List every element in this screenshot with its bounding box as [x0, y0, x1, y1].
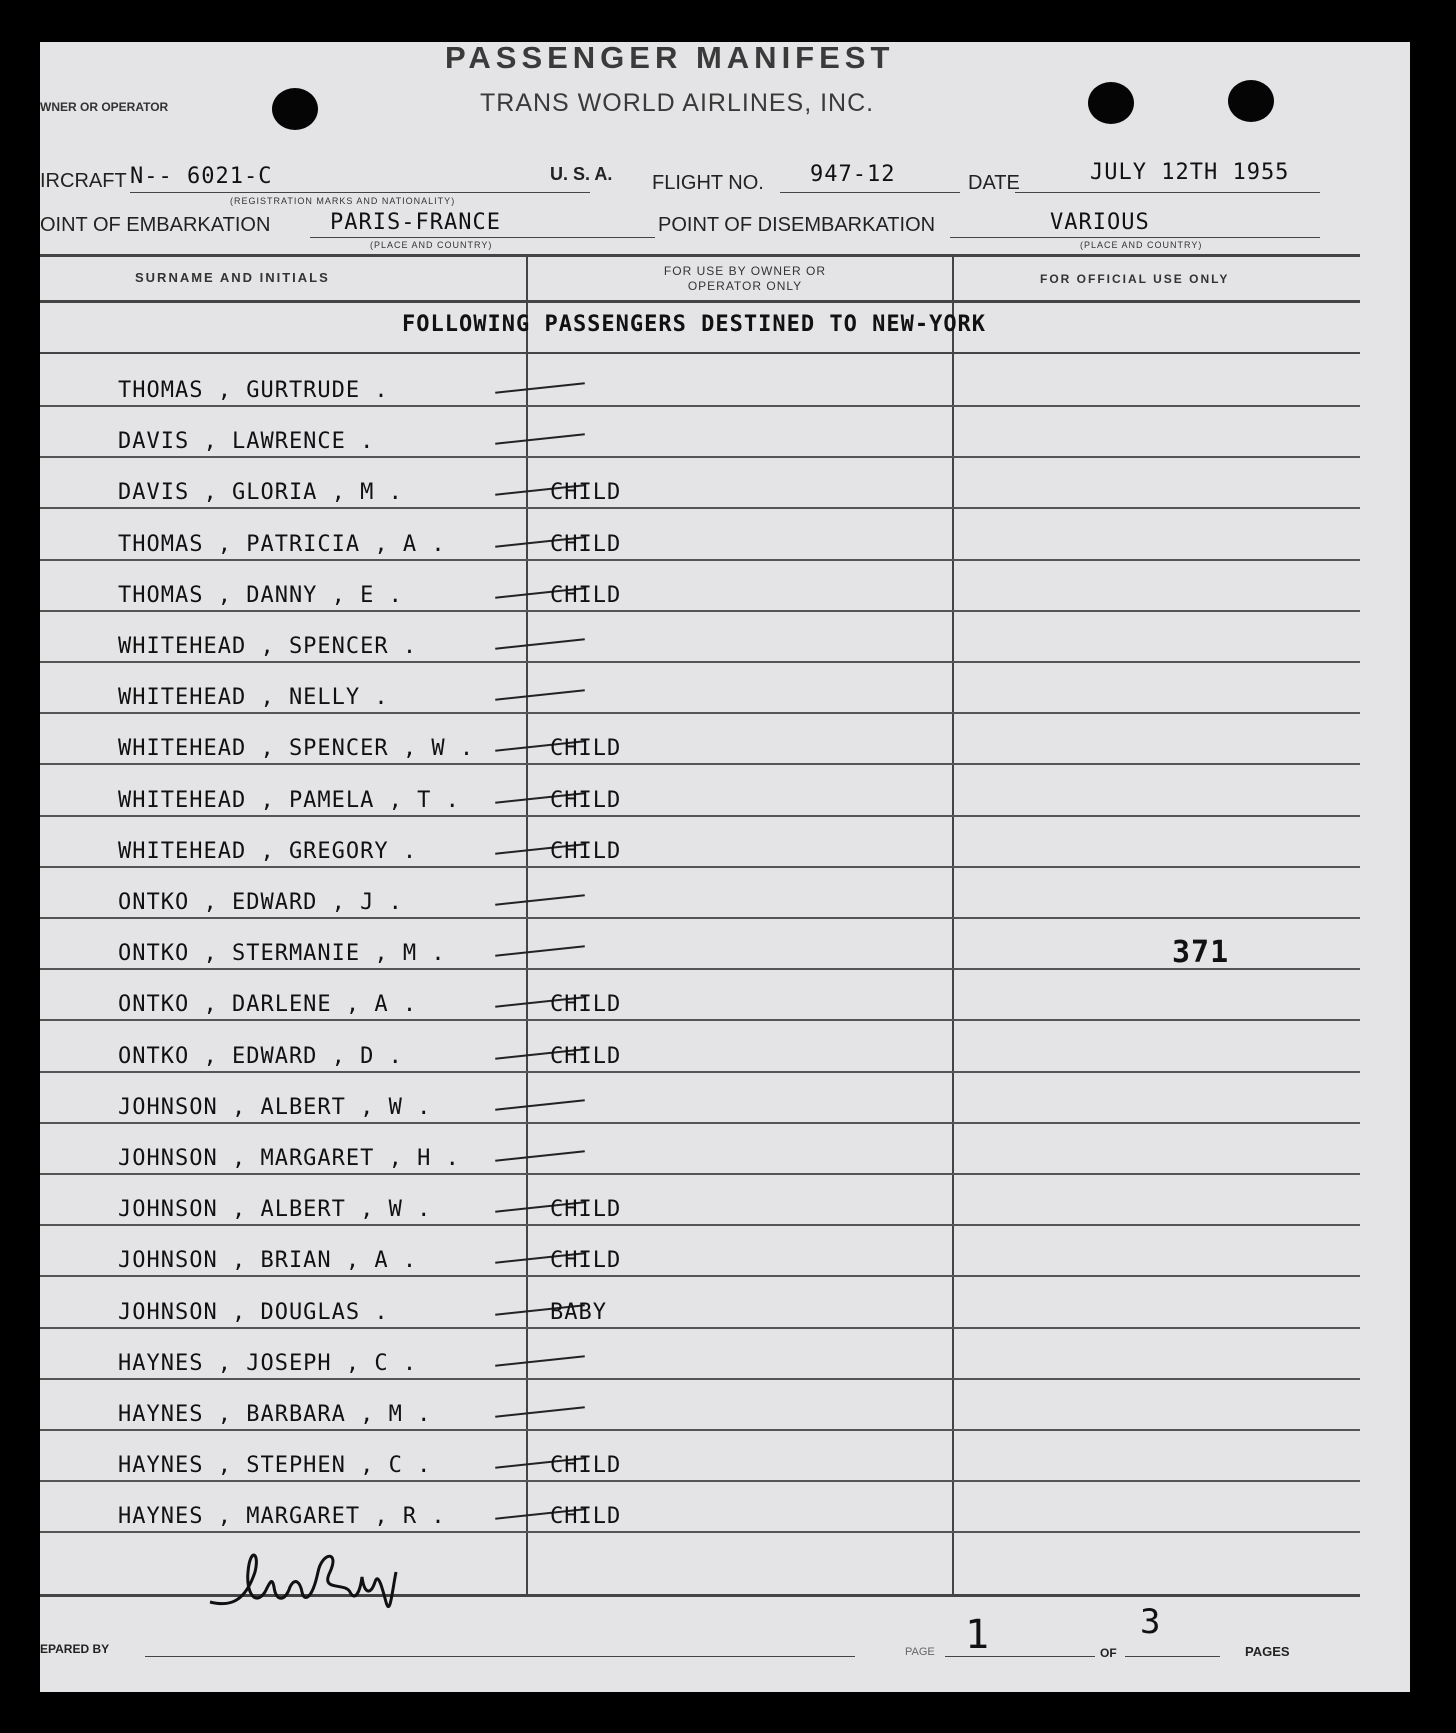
passenger-name: WHITEHEAD , NELLY . [118, 685, 389, 711]
passenger-name: JOHNSON , DOUGLAS . [118, 1299, 389, 1325]
passenger-row [40, 815, 1360, 868]
passenger-note: CHILD [550, 1197, 622, 1223]
passenger-row [40, 610, 1360, 663]
passenger-name: THOMAS , GURTRUDE . [118, 378, 389, 403]
check-mark [495, 1406, 585, 1417]
passenger-row [40, 968, 1360, 1021]
disembarkation-label: POINT OF DISEMBARKATION [658, 214, 936, 236]
passenger-name: WHITEHEAD , GREGORY . [118, 838, 418, 864]
passenger-row [40, 1020, 1360, 1073]
col-header-official: FOR OFFICIAL USE ONLY [1040, 272, 1230, 286]
embarkation-label: OINT OF EMBARKATION [40, 214, 271, 236]
passenger-row [40, 1276, 1360, 1329]
passenger-name: ONTKO , EDWARD , D . [118, 1043, 403, 1069]
passenger-row [40, 1224, 1360, 1277]
passenger-row [40, 1071, 1360, 1124]
passenger-row [40, 559, 1360, 612]
punch-hole [1228, 80, 1274, 122]
of-label: OF [1100, 1646, 1117, 1660]
passenger-name: JOHNSON , ALBERT , W . [118, 1197, 432, 1223]
passenger-name: ONTKO , STERMANIE , M . [118, 941, 446, 967]
check-mark [495, 689, 585, 700]
passenger-row [40, 1122, 1360, 1175]
passenger-name: DAVIS , GLORIA , M . [118, 480, 403, 506]
passenger-row [40, 508, 1360, 561]
date-label: DATE [968, 172, 1020, 194]
passenger-name: THOMAS , PATRICIA , A . [118, 531, 446, 557]
passenger-row [40, 1327, 1360, 1380]
passenger-row [40, 661, 1360, 714]
owner-label: WNER OR OPERATOR [40, 100, 169, 114]
check-mark [495, 1099, 585, 1110]
check-mark [495, 382, 585, 393]
country-label: U. S. A. [550, 164, 613, 184]
passenger-note: CHILD [550, 1453, 622, 1479]
passenger-name: ONTKO , DARLENE , A . [118, 992, 418, 1018]
total-pages: 3 [1140, 1602, 1162, 1642]
passenger-note: CHILD [550, 1043, 622, 1069]
destination-note: FOLLOWING PASSENGERS DESTINED TO NEW-YORK [402, 312, 987, 337]
flight-number: 947-12 [810, 162, 896, 187]
passenger-row [40, 764, 1360, 817]
passenger-name: HAYNES , STEPHEN , C . [118, 1453, 432, 1479]
check-mark [495, 433, 585, 444]
embarkation-value: PARIS-FRANCE [330, 210, 501, 235]
passenger-name: DAVIS , LAWRENCE . [118, 429, 375, 455]
passenger-name: JOHNSON , ALBERT , W . [118, 1094, 432, 1120]
page-number: 1 [965, 1612, 991, 1658]
passenger-note: CHILD [550, 582, 622, 608]
passenger-note: CHILD [550, 736, 622, 762]
passenger-row [40, 917, 1360, 970]
passenger-name: WHITEHEAD , SPENCER , W . [118, 736, 475, 762]
check-mark [495, 1355, 585, 1366]
passenger-row [40, 1480, 1360, 1533]
passenger-name: JOHNSON , BRIAN , A . [118, 1248, 418, 1274]
passenger-row [40, 1378, 1360, 1431]
col-header-name: SURNAME AND INITIALS [135, 270, 330, 285]
place-note-2: (PLACE AND COUNTRY) [1080, 240, 1203, 250]
passenger-row [40, 1429, 1360, 1482]
date-value: JULY 12TH 1955 [1090, 160, 1290, 185]
passenger-note: CHILD [550, 480, 622, 506]
passenger-row [40, 712, 1360, 765]
disembarkation-value: VARIOUS [1050, 210, 1150, 235]
passenger-name: JOHNSON , MARGARET , H . [118, 1146, 460, 1171]
check-mark [495, 1150, 585, 1161]
passenger-row [40, 866, 1360, 919]
page-title: PASSENGER MANIFEST [445, 42, 895, 75]
signature [200, 1532, 420, 1622]
check-mark [495, 945, 585, 956]
passenger-name: HAYNES , JOSEPH , C . [118, 1350, 418, 1376]
passenger-note: BABY [550, 1299, 607, 1325]
prepared-by-label: EPARED BY [40, 1642, 110, 1656]
passenger-name: WHITEHEAD , SPENCER . [118, 634, 418, 659]
aircraft-label: IRCRAFT [40, 170, 127, 192]
airline-name: TRANS WORLD AIRLINES, INC. [480, 89, 875, 117]
passenger-name: HAYNES , BARBARA , M . [118, 1402, 432, 1427]
passenger-note: CHILD [550, 838, 622, 864]
passenger-name: HAYNES , MARGARET , R . [118, 1504, 446, 1530]
official-number: 371 [1172, 935, 1230, 970]
passenger-row [40, 456, 1360, 509]
punch-hole [1088, 82, 1134, 124]
registration-note: (REGISTRATION MARKS AND NATIONALITY) [230, 196, 456, 206]
passenger-note: CHILD [550, 1248, 622, 1274]
pages-label: PAGES [1245, 1644, 1290, 1659]
col-header-owner: FOR USE BY OWNER OR OPERATOR ONLY [663, 264, 827, 293]
passenger-row [40, 354, 1360, 407]
passenger-note: CHILD [550, 531, 622, 557]
passenger-note: CHILD [550, 1504, 622, 1530]
passenger-row [40, 1173, 1360, 1226]
punch-hole [272, 88, 318, 130]
passenger-note: CHILD [550, 787, 622, 813]
check-mark [495, 894, 585, 905]
passenger-note: CHILD [550, 992, 622, 1018]
place-note: (PLACE AND COUNTRY) [370, 240, 493, 250]
aircraft-value: N-- 6021-C [130, 164, 273, 189]
passenger-row [40, 405, 1360, 458]
manifest-page [40, 42, 1410, 1692]
passenger-name: WHITEHEAD , PAMELA , T . [118, 787, 460, 813]
passenger-name: ONTKO , EDWARD , J . [118, 890, 403, 915]
passenger-name: THOMAS , DANNY , E . [118, 582, 403, 608]
check-mark [495, 638, 585, 649]
page-label: PAGE [905, 1646, 935, 1658]
flight-label: FLIGHT NO. [652, 172, 764, 194]
